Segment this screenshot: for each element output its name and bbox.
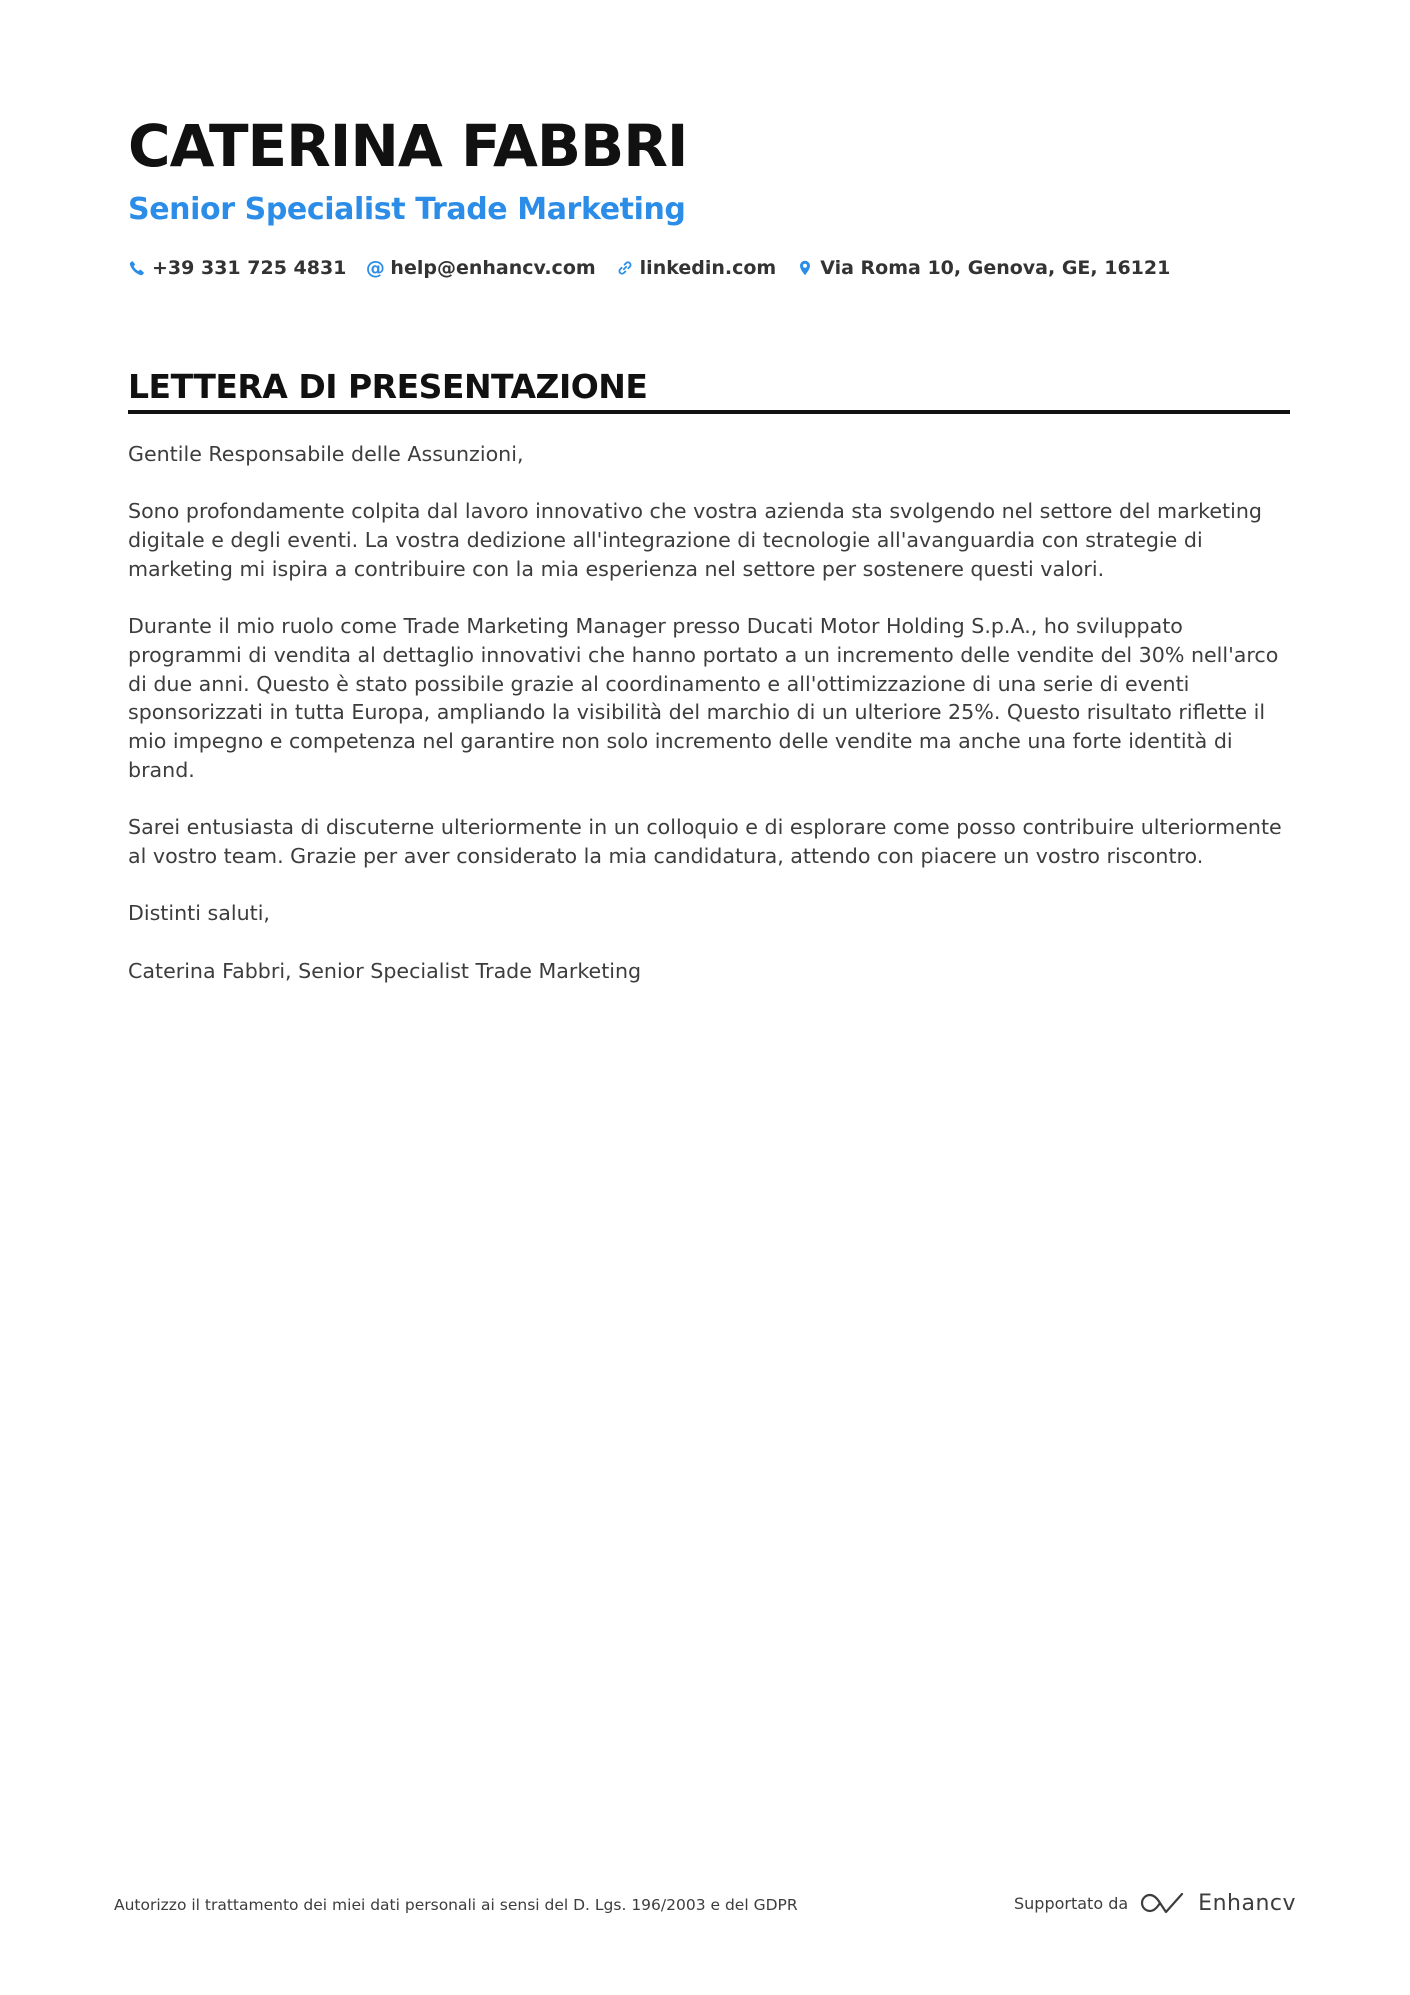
contact-phone — [128, 257, 346, 279]
contact-bar — [128, 252, 1170, 284]
enhancv-logo-icon — [1140, 1890, 1188, 1916]
section-title: LETTERA DI PRESENTAZIONE — [128, 367, 648, 406]
contact-email[interactable] — [366, 257, 595, 279]
brand-logo[interactable] — [1140, 1890, 1296, 1916]
at-icon: @ — [365, 257, 385, 279]
candidate-name: CATERINA FABBRI — [128, 112, 688, 180]
section-divider — [128, 410, 1290, 414]
contact-linkedin[interactable] — [616, 257, 777, 279]
letter-paragraph: Sono profondamente colpita dal lavoro innovativo che vostra azienda sta svolgendo nel settore del marketing digitale e degli eventi. La vostra dedizione all'integrazione di tecnologie all'avanguardia con strategie di marketing mi ispira a contribuire con la mia esperienza nel settore per sostenere questi valori. — [128, 499, 1262, 581]
candidate-role: Senior Specialist Trade Marketing — [128, 192, 686, 227]
letter-closing: Distinti saluti, — [128, 901, 270, 926]
link-icon — [616, 259, 634, 277]
privacy-consent-note: Autorizzo il trattamento dei miei dati personali ai sensi del D. Lgs. 196/2003 e del GDPR — [114, 1896, 798, 1914]
powered-by[interactable] — [1014, 1888, 1296, 1918]
powered-by-label: Supportato da — [1014, 1893, 1129, 1913]
contact-email-text[interactable]: help@enhancv.com — [390, 257, 596, 279]
phone-icon — [128, 259, 146, 277]
letter-paragraph: Durante il mio ruolo come Trade Marketing Manager presso Ducati Motor Holding S.p.A., ho sviluppato programmi di vendita al dettaglio innovativi che hanno portato a un incremento delle vendite del 30% nell'arco di due anni. Questo è stato possibile grazie al coordinamento e all'ottimizzazione di una serie di eventi sponsorizzati in tutta Europa, ampliando la visibilità del marchio di un ulteriore 25%. Questo risultato riflette il mio impegno e competenza nel garantire non solo incremento delle vendite ma anche una forte identità di brand. — [128, 614, 1279, 782]
contact-address-text: Via Roma 10, Genova, GE, 16121 — [820, 257, 1171, 279]
contact-phone-text: +39 331 725 4831 — [152, 257, 347, 279]
location-pin-icon — [796, 259, 814, 277]
letter-signature: Caterina Fabbri, Senior Specialist Trade Marketing — [128, 958, 642, 983]
contact-address — [796, 257, 1170, 279]
contact-linkedin-text[interactable]: linkedin.com — [639, 257, 777, 279]
letter-salutation: Gentile Responsabile delle Assunzioni, — [128, 442, 524, 466]
brand-name: Enhancv — [1198, 1890, 1296, 1916]
letter-body — [128, 440, 1292, 1014]
letter-paragraph: Sarei entusiasta di discuterne ulteriormente in un colloquio e di esplorare come posso contribuire ulteriormente al vostro team. Grazie per aver considerato la mia candidatura, attendo con piacere un vostro riscontro. — [128, 815, 1282, 868]
